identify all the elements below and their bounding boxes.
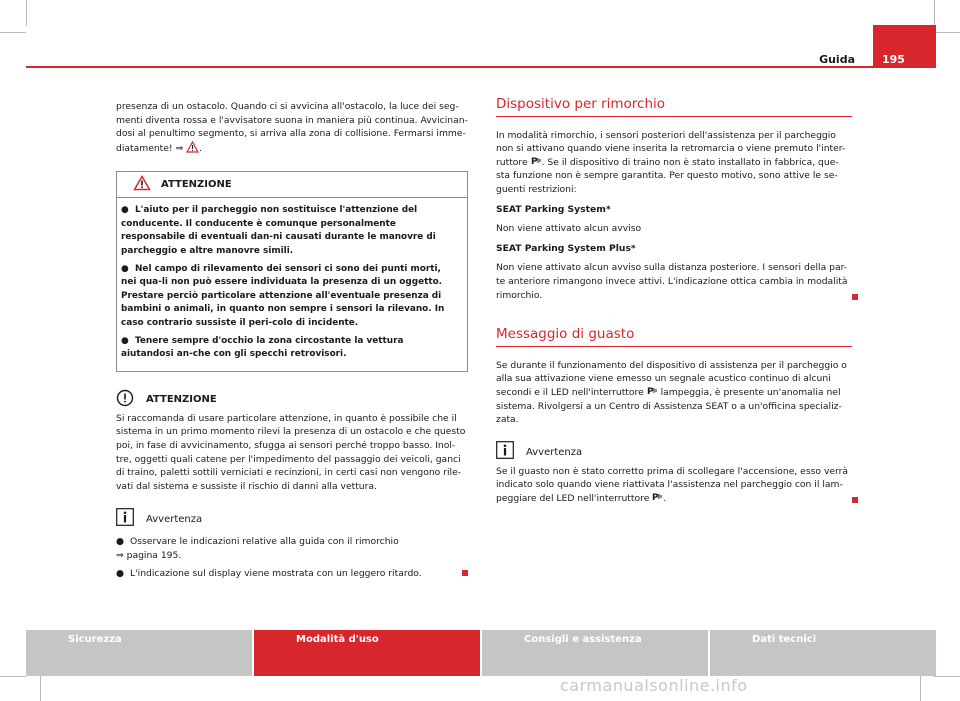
left-column [116,100,468,584]
svg-text:P: P [652,492,659,501]
crop-mark [40,676,41,701]
crop-mark [934,0,935,26]
note-title: Avvertenza [146,513,203,525]
warning-box-header [117,172,467,198]
crop-mark [26,0,27,26]
section-end-mark [852,497,858,503]
tab-dati-tecnici[interactable]: Dati tecnici [710,630,936,676]
trailer-section-title: Dispositivo per rimorchio [496,98,852,117]
tab-modalita-uso[interactable]: Modalità d'uso [254,630,480,676]
parking-switch-icon [647,387,658,398]
note-paragraph: Se il guasto non è stato corretto prima di scollegare l'accensione, esso verrà indicato solo quando viene riattivata l'assistenza nel parcheggio con il lam-peggiare del LED nell'interruttore P . [496,465,852,506]
error-paragraph: Se durante il funzionamento del dispositivo di assistenza per il parcheggio o alla sua attivazione viene emesso un segnale acustico continuo di alcuni secondi e il LED nell'interruttore P lampeggia, è presente un'anomalia nel sistema. Rivolgersi a un Centro di Assistenza SEAT o a un'officina specializ-zata. [496,359,847,426]
subheading: SEAT Parking System* [496,203,611,215]
trailer-paragraph: In modalità rimorchio, i sensori posteriori dell'assistenza per il parcheggio non si attivano quando viene inserita la retromarcia o viene premuto l'inter-ruttore P . Se il dispositivo di traino non è stato installato in fabbrica, que-sta funzione non è sempre garantita. Per questo motivo, sono attive le se-guenti restrizioni: [496,129,846,195]
crop-mark [0,32,26,33]
footer-tabs [26,630,936,676]
list-item: ● L'indicazione sul display viene mostrata con un leggero ritardo. [116,567,468,581]
intro-paragraph: presenza di un ostacolo. Quando ci si avvicina all'ostacolo, la luce dei seg-menti diventa rossa e l'avvisatore suona in maniera più continua. Avvicinan-dosi al penultimo segmento, si arriva alla zona di collisione. Fermarsi imme-diatamente! ⇒ . [116,100,468,157]
right-column [496,98,852,511]
caution-text: Si raccomanda di usare particolare attenzione, in quanto è possibile che il sistema in un primo momento rilevi la presenza di un ostacolo e che questo poi, in fase di avvicinamento, sfugga ai sensori perché troppo basso. Inol-tre, oggetti quali catene per l'impedimento del passaggio dei veicoli, ganci di traino, paletti sottili verniciati e recinzioni, in certi casi non vengono rile-vati dal sistema e sussiste il rischio di danni alla vettura. [116,412,466,492]
caution-icon [116,389,134,412]
note-header [496,443,852,463]
parking-switch-icon [531,157,542,168]
paragraph: Non viene attivato alcun avviso sulla distanza posteriore. I sensori della par-te anteriore rimangono invece attivi. L'indicazione ottica cambia in modalità rimorchio. [496,261,852,302]
crop-mark [0,676,26,677]
info-icon [116,508,134,531]
page-number: 195 [873,25,936,68]
caution-title: ATTENZIONE [146,394,217,406]
header-rule [26,66,936,68]
tab-sicurezza[interactable]: Sicurezza [26,630,252,676]
error-section-title: Messaggio di guasto [496,328,852,347]
note-list [116,535,468,580]
paragraph: Non viene attivato alcun avviso [496,223,642,235]
warning-triangle-icon [133,175,151,196]
note-title: Avvertenza [526,446,583,458]
list-item: ● Nel campo di rilevamento dei sensori ci sono dei punti morti, nei qua-li non può essere individuata la presenza di un oggetto. Prestare perciò particolare attenzione all'eventuale presenza di bambini o animali, in quanto non sempre i sensori la rilevano. In caso contrario sussiste il peri-colo di incidente. [121,264,445,328]
crop-mark [934,32,960,33]
page-link[interactable]: ⇒ pagina 195. [116,550,182,561]
warning-box-body [117,198,467,370]
tab-consigli-assistenza[interactable]: Consigli e assistenza [482,630,708,676]
note-header [116,509,468,529]
list-item: ● Osservare le indicazioni relative alla guida con il rimorchio ⇒ pagina 195. [116,536,399,561]
parking-switch-icon [652,493,663,504]
section-end-mark [462,570,468,576]
info-icon [496,441,514,464]
watermark: carmanualsonline.info [560,676,748,695]
caution-header [116,390,468,410]
warning-box-title: ATTENZIONE [161,179,232,191]
warning-triangle-icon [186,141,199,158]
section-title: Guida [819,53,855,66]
section-end-mark [852,294,858,300]
list-item: ● L'aiuto per il parcheggio non sostituisce l'attenzione del conducente. Il conducente è comunque personalmente responsabile di eventuali dan-ni causati durante le manovre di parcheggio e altre manovre simili. [121,205,436,256]
crop-mark [920,676,921,701]
svg-text:P: P [530,156,538,165]
svg-text:P: P [646,386,654,395]
warning-box [116,171,468,371]
crop-mark [934,676,960,677]
list-item: ● Tenere sempre d'occhio la zona circostante la vettura aiutandosi an-che con gli specchi retrovisori. [121,336,404,360]
subheading: SEAT Parking System Plus* [496,242,636,254]
